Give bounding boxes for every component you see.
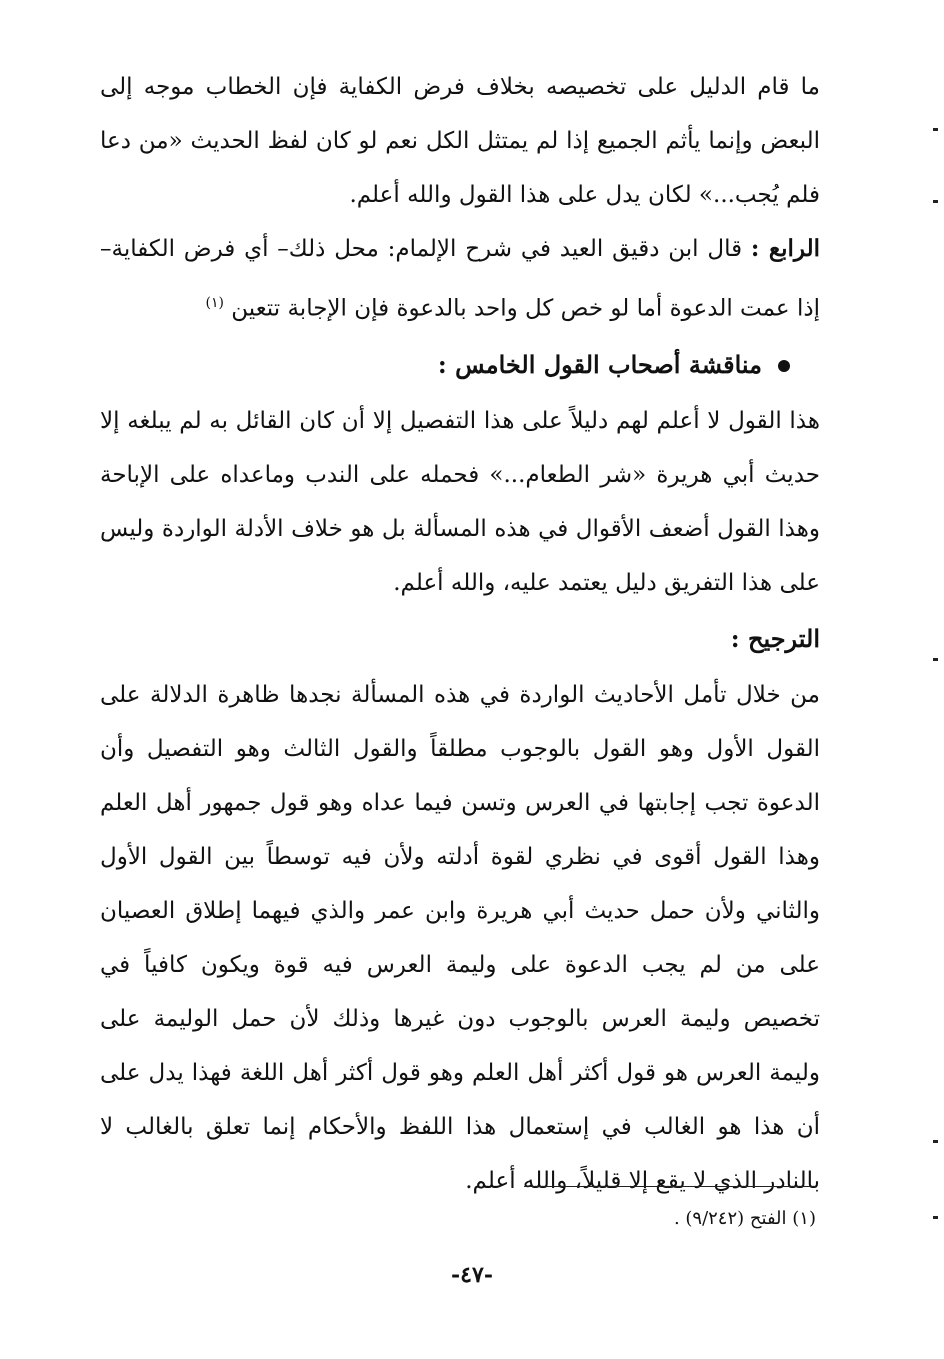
footnote: (١) الفتح (٩/٢٤٢) .: [673, 1208, 816, 1229]
paragraph-opening: ما قام الدليل على تخصيصه بخلاف فرض الكفاية فإن الخطاب موجه إلى البعض وإنما يأثم الجميع إذا لم يمتثل الكل نعم لو كان لفظ الحديث «من دعا فلم يُجب...» لكان يدل على هذا القول والله أعلم.: [100, 74, 820, 208]
paragraph-fifth-discussion: هذا القول لا أعلم لهم دليلاً على هذا التفصيل إلا أن كان القائل به لم يبلغه إلا حديث أبي هريرة «شر الطعام...» فحمله على الندب وماعداه على الإباحة وهذا القول أضعف الأقوال في هذه المسألة بل هو خلاف الأدلة الواردة وليس على هذا التفريق دليل يعتمد عليه، والله أعلم.: [100, 407, 820, 596]
heading-fifth-text: مناقشة أصحاب القول الخامس :: [437, 349, 762, 379]
fourth-lead: الرابع :: [750, 235, 820, 262]
section-heading-tarjih: الترجيح :: [730, 623, 820, 653]
paragraph-tarjih: من خلال تأمل الأحاديث الواردة في هذه المسألة نجدها ظاهرة الدلالة على القول الأول وهو القول بالوجوب مطلقاً والقول الثالث وهو التفصيل وأن الدعوة تجب إجابتها في العرس وتسن فيما عداه وهو قول جمهور أهل العلم وهذا القول أقوى في نظري لقوة أدلته ولأن فيه توسطاً بين القول الأول والثاني ولأن حمل حديث أبي هريرة وابن عمر والذي فيهما إطلاق العصيان على من لم يجب الدعوة على وليمة العرس فيه قوة ويكون كافياً في تخصيص وليمة العرس بالوجوب دون غيرها وذلك لأن حمل الوليمة على وليمة العرس هو قول أكثر أهل العلم وهو قول أكثر أهل اللغة فهذا يدل على أن هذا هو الغالب في إستعمال هذا اللفظ والأحكام إنما تعلق بالغالب لا بالنادر الذي لا يقع إلا قليلاً، والله أعلم.: [100, 681, 820, 1194]
margin-mark: [933, 128, 938, 131]
margin-mark: [933, 1140, 938, 1143]
footnote-reference: (١): [205, 295, 224, 311]
footnote-divider: [524, 1186, 816, 1187]
page-body: [100, 60, 820, 1208]
margin-mark: [933, 200, 938, 203]
page-number: -٤٧-: [451, 1262, 493, 1288]
margin-mark: [933, 1216, 938, 1219]
fourth-text: قال ابن دقيق العيد في شرح الإلمام: محل ذلك– أي فرض الكفاية– إذا عمت الدعوة أما لو خص كل واحد بالدعوة فإن الإجابة تتعين: [100, 236, 820, 322]
margin-mark: [933, 658, 938, 661]
section-heading-fifth: [100, 336, 820, 394]
bullet-icon: [778, 360, 790, 372]
paragraph-fourth: [100, 222, 820, 336]
